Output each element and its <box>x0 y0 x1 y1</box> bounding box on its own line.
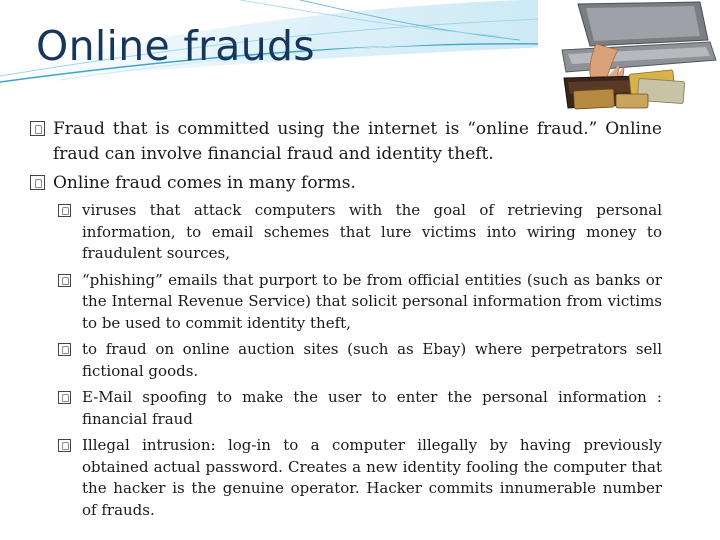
sub-bullet-text: E-Mail spoofing to make the user to enter the personal information : financial fraud <box>82 388 662 428</box>
sub-bullet-text: to fraud on online auction sites (such as Ebay) where perpetrators sell fictional goods. <box>82 340 662 380</box>
missing-glyph-box-icon <box>58 439 71 452</box>
sub-bullet-item <box>58 435 662 521</box>
bullet-text: Online fraud comes in many forms. <box>53 173 356 193</box>
missing-glyph-box-icon <box>30 175 45 190</box>
sub-bullet-item <box>58 339 662 382</box>
bullet-item <box>30 117 662 167</box>
sub-bullet-item <box>58 200 662 265</box>
laptop-hand-wallet-illustration <box>538 0 720 118</box>
bullet-text: Fraud that is committed using the internet is “online fraud.” Online fraud can involve financial fraud and identity theft. <box>53 119 662 164</box>
bullet-item <box>30 171 662 196</box>
sub-bullet-text: Illegal intrusion: log-in to a computer illegally by having previously obtained actual password. Creates a new identity fooling the computer that the hacker is the genuine operator. Hacker commits innumerable number of frauds. <box>82 436 662 519</box>
missing-glyph-box-icon <box>30 121 45 136</box>
slide-title: Online frauds <box>36 22 315 70</box>
missing-glyph-box-icon <box>58 391 71 404</box>
sub-bullet-text: “phishing” emails that purport to be from official entities (such as banks or the Internal Revenue Service) that solicit personal information from victims to be used to commit identity theft, <box>82 270 662 332</box>
missing-glyph-box-icon <box>58 343 71 356</box>
missing-glyph-box-icon <box>58 204 71 217</box>
sub-bullet-item <box>58 387 662 430</box>
sub-bullet-item <box>58 270 662 335</box>
slide-body <box>30 117 662 526</box>
sub-bullet-text: viruses that attack computers with the goal of retrieving personal information, to email schemes that lure victims into wiring money to fraudulent sources, <box>82 201 662 262</box>
missing-glyph-box-icon <box>58 274 71 287</box>
